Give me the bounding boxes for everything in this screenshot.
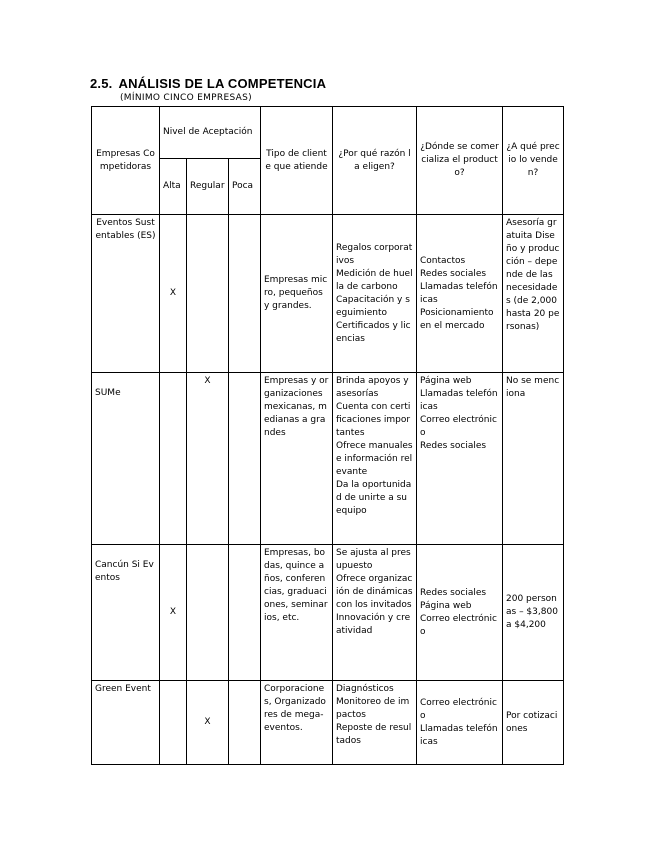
cell-donde [417, 545, 503, 681]
header-donde: ¿Dónde se comercializa el producto? [417, 107, 503, 215]
donde-item: Correo electrónico [420, 697, 497, 721]
table-row [92, 215, 564, 373]
cell-razon [333, 545, 417, 681]
donde-item: Página web [420, 600, 472, 611]
cell-alta [160, 373, 187, 545]
table-row [92, 545, 564, 681]
razon-item: Da la oportunidad de unirte a su equipo [336, 480, 412, 516]
cell-alta [160, 681, 187, 765]
cell-poca [229, 681, 261, 765]
cell-precio: No se menciona [503, 373, 564, 545]
razon-item: Cuenta con certificaciones importantes [336, 402, 411, 438]
cell-regular: X [187, 681, 229, 765]
donde-item: Posicionamiento en el mercado [420, 307, 494, 331]
razon-item: Brinda apoyos y asesorías [336, 376, 409, 399]
cell-poca [229, 215, 261, 373]
section-heading [90, 76, 326, 91]
razon-item: Innovación y creatividad [336, 613, 411, 636]
donde-item: Contactos [420, 255, 466, 266]
donde-item: Llamadas telefónicas [420, 281, 498, 305]
razon-item: Diagnósticos [336, 684, 394, 694]
competition-table [91, 106, 564, 765]
cell-alta: X [160, 545, 187, 681]
header-regular: Regular [187, 159, 229, 215]
table-row [92, 373, 564, 545]
donde-item: Redes sociales [420, 587, 487, 598]
cell-regular [187, 545, 229, 681]
cell-regular [187, 215, 229, 373]
table-row [92, 681, 564, 765]
donde-item: Correo electrónico [420, 613, 497, 637]
razon-item: Regalos corporativos [336, 242, 413, 266]
cell-razon [333, 373, 417, 545]
cell-donde [417, 681, 503, 765]
razon-item: Reposte de resultados [336, 723, 412, 746]
section-subtitle: (MÍNIMO CINCO EMPRESAS) [120, 93, 252, 103]
cell-alta: X [160, 215, 187, 373]
donde-item: Correo electrónico [420, 415, 497, 438]
cell-tipo: Empresas y organizaciones mexicanas, medianas a grandes [261, 373, 333, 545]
razon-item: Capacitación y seguimiento [336, 294, 410, 318]
cell-empresa: SUMe [92, 373, 160, 545]
header-alta: Alta [160, 159, 187, 215]
header-empresas: Empresas Competidoras [92, 107, 160, 215]
razon-item: Certificados y licencias [336, 320, 411, 344]
donde-item: Redes sociales [420, 441, 487, 451]
cell-empresa: Eventos Sustentables (ES) [92, 215, 160, 373]
header-tipo: Tipo de cliente que atiende [261, 107, 333, 215]
cell-tipo: Empresas micro, pequeños y grandes. [261, 215, 333, 373]
donde-item: Llamadas telefónicas [420, 723, 498, 747]
header-nivel: Nivel de Aceptación [160, 107, 261, 159]
donde-item: Página web [420, 376, 472, 386]
cell-donde [417, 215, 503, 373]
cell-precio: 200 personas – $3,800 a $4,200 [503, 545, 564, 681]
header-razon: ¿Por qué razón la eligen? [333, 107, 417, 215]
cell-precio: Asesoría gratuita Diseño y producción – depende de las necesidades (de 2,000 hasta 20 personas) [503, 215, 564, 373]
razon-item: Medición de huella de carbono [336, 268, 413, 292]
cell-empresa: Cancún Si Eventos [92, 545, 160, 681]
razon-item: Ofrece organización de dinámicas con los invitados [336, 574, 413, 610]
donde-item: Llamadas telefónicas [420, 389, 498, 412]
cell-donde [417, 373, 503, 545]
cell-empresa: Green Event [92, 681, 160, 765]
cell-tipo: Empresas, bodas, quince años, conferencias, graduaciones, seminarios, etc. [261, 545, 333, 681]
section-number: 2.5. [90, 76, 113, 91]
cell-regular: X [187, 373, 229, 545]
header-poca: Poca [229, 159, 261, 215]
razon-item: Se ajusta al presupuesto [336, 548, 411, 571]
cell-precio: Por cotizaciones [503, 681, 564, 765]
donde-item: Redes sociales [420, 268, 487, 279]
cell-razon [333, 215, 417, 373]
header-precio: ¿A qué precio lo venden? [503, 107, 564, 215]
section-title: ANÁLISIS DE LA COMPETENCIA [118, 76, 327, 91]
razon-item: Monitoreo de impactos [336, 697, 410, 720]
razon-item: Ofrece manuales e información relevante [336, 441, 413, 477]
cell-poca [229, 545, 261, 681]
cell-tipo: Corporaciones, Organizadores de mega-eventos. [261, 681, 333, 765]
cell-razon [333, 681, 417, 765]
cell-poca [229, 373, 261, 545]
